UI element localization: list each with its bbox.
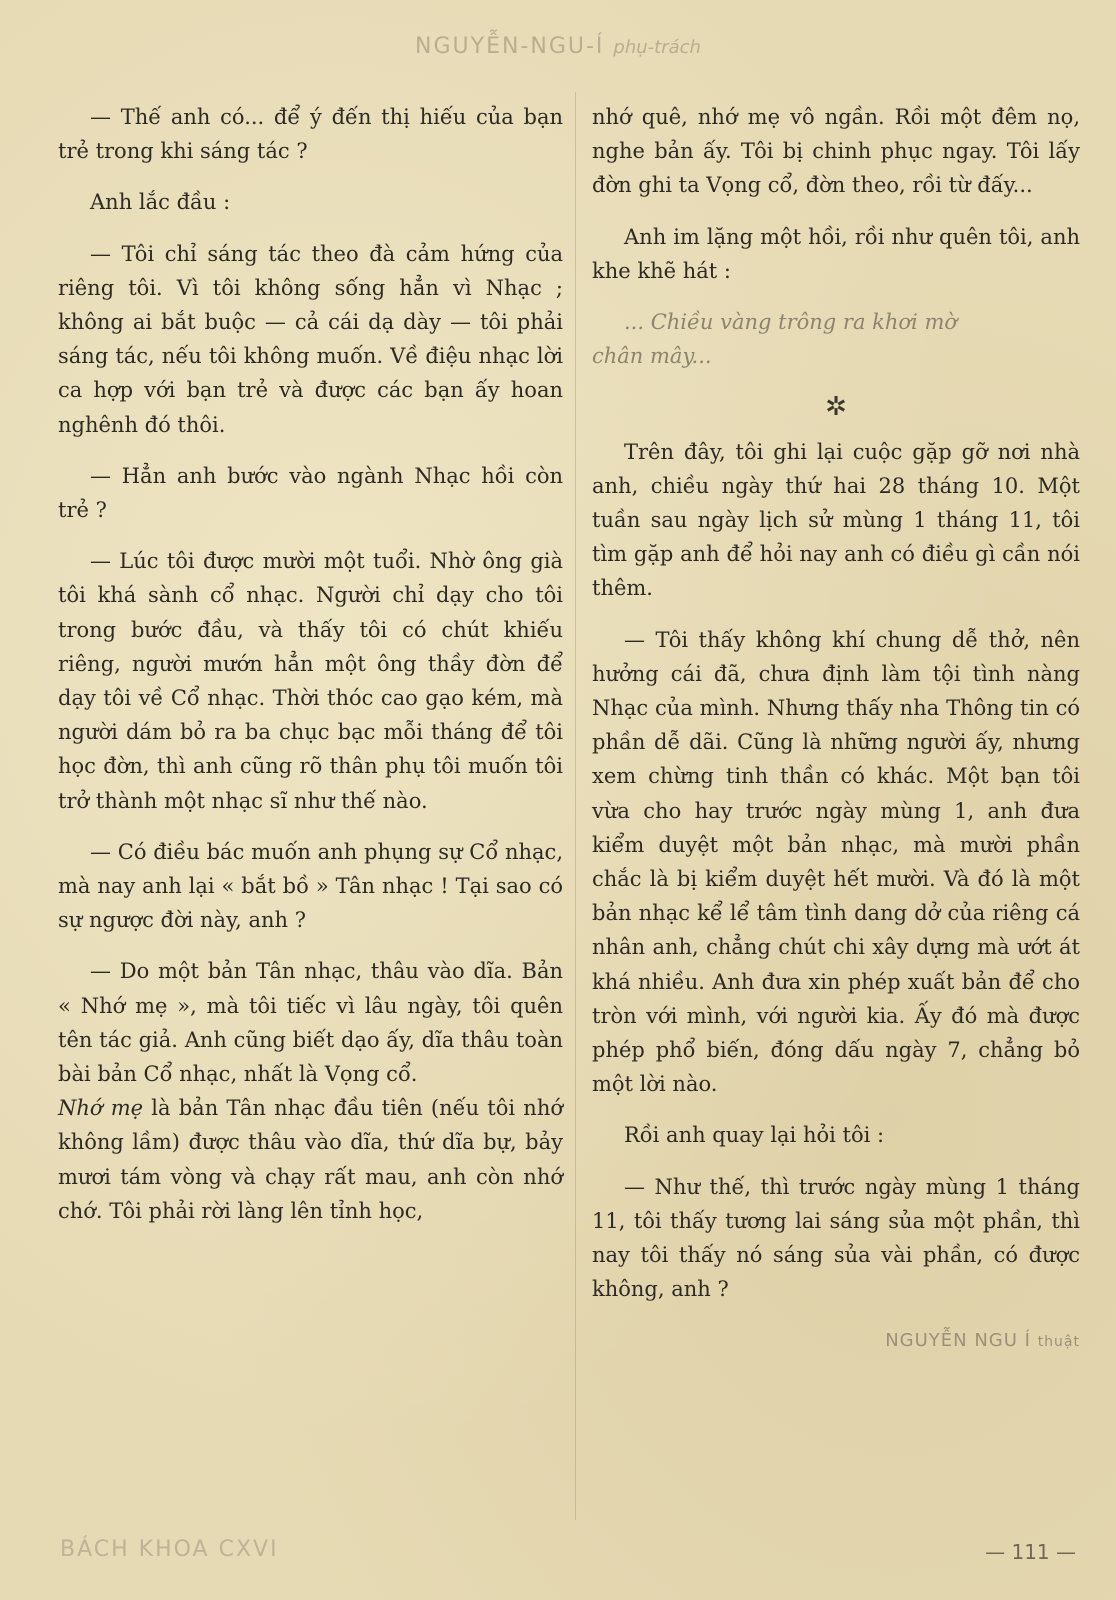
paragraph: Trên đây, tôi ghi lại cuộc gặp gỡ nơi nhà anh, chiều ngày thứ hai 28 tháng 10. Một tuần sau ngày lịch sử mùng 1 tháng 11, tôi tìm gặp anh để hỏi nay anh có điều gì cần nói thêm.	[592, 439, 1080, 601]
paragraph: — Tôi chỉ sáng tác theo đà cảm hứng của riêng tôi. Vì tôi không sống hẳn vì Nhạc ; không ai bắt buộc — cả cái dạ dày — tôi phải sáng tác, nếu tôi không muốn. Về điệu nhạc lời ca hợp với bạn trẻ và được các bạn ấy hoan nghênh đó thôi.	[58, 241, 563, 437]
magazine-footer: BÁCH KHOA CXVI	[60, 1537, 279, 1562]
paragraph: — Hẳn anh bước vào ngành Nhạc hồi còn trẻ ?	[58, 463, 563, 523]
paragraph: Anh im lặng một hồi, rồi như quên tôi, anh khe khẽ hát :	[592, 224, 1080, 283]
paragraph	[58, 1091, 563, 1228]
paragraph: — Tôi thấy không khí chung dễ thở, nên hưởng cái đã, chưa định làm tội tình nàng Nhạc của mình. Nhưng thấy nha Thông tin có phần dễ dãi. Cũng là những người ấy, nhưng xem chừng tinh thần có khác. Một bạn tôi vừa cho hay trước ngày mùng 1, anh đưa kiểm duyệt một bản nhạc, mà mười phần chắc là bị kiểm duyệt hết mười. Và đó là một bản nhạc kể lể tâm tình dang dở của riêng cá nhân anh, chẳng chút chi xây dựng mà ướt át khá nhiều. Anh đưa xin phép xuất bản để cho tròn với mình, với người kia. Ấy đó mà được phép phổ biến, đóng dấu ngày 7, chẳng bỏ một lời nào.	[592, 627, 1080, 1097]
author-signature	[592, 1324, 1080, 1359]
lyric-text: ... Chiều vàng trông ra khơi mờ	[624, 310, 957, 335]
paragraph: Anh lắc đầu :	[90, 190, 231, 215]
paragraph: nhớ quê, nhớ mẹ vô ngần. Rồi một đêm nọ, nghe bản ấy. Tôi bị chinh phục ngay. Tôi lấy đờn ghi ta Vọng cổ, đờn theo, rồi từ đấy...	[592, 105, 1080, 198]
page-number: — 111 —	[985, 1540, 1076, 1564]
paragraph: — Lúc tôi được mười một tuổi. Nhờ ông già tôi khá sành cổ nhạc. Người chỉ dạy cho tôi trong bước đầu, và thấy tôi có chút khiếu riêng, người mướn hẳn một ông thầy đờn để dạy tôi về Cổ nhạc. Thời thóc cao gạo kém, mà người dám bỏ ra ba chục bạc mỗi tháng để tôi học đờn, thì anh cũng rõ thân phụ tôi muốn tôi trở thành một nhạc sĩ như thế nào.	[58, 549, 563, 813]
left-column	[58, 100, 563, 1245]
page-header	[0, 34, 1116, 59]
paragraph-continuation: là bản Tân nhạc đầu tiên (nếu tôi nhớ không lầm) được thâu vào dĩa, thứ dĩa bự, bảy mươi tám vòng và chạy rất mau, anh còn nhớ chớ. Tôi phải rời làng lên tỉnh học,	[58, 1096, 563, 1223]
header-title: NGUYỄN-NGU-Í	[415, 34, 605, 59]
lyric-line	[592, 339, 1080, 373]
section-break-star: ✲	[825, 392, 847, 423]
paragraph: — Như thế, thì trước ngày mùng 1 tháng 11, tôi thấy tương lai sáng sủa một phần, thì nay tôi thấy nó sáng sủa vài phần, có được không, anh ?	[592, 1174, 1080, 1302]
paragraph: — Có điều bác muốn anh phụng sự Cổ nhạc, mà nay anh lại « bắt bồ » Tân nhạc ! Tại sao có sự ngược đời này, anh ?	[58, 839, 563, 933]
column-divider	[575, 92, 576, 1520]
paragraph: — Thế anh có... để ý đến thị hiếu của bạn trẻ trong khi sáng tác ?	[58, 105, 563, 164]
paragraph: — Do một bản Tân nhạc, thâu vào dĩa. Bản « Nhớ mẹ », mà tôi tiếc vì lâu ngày, tôi quên tên tác giả. Anh cũng biết dạo ấy, dĩa thâu toàn bài bản Cổ nhạc, nhất là Vọng cổ.	[58, 959, 563, 1087]
header-subtitle: phụ-trách	[613, 37, 701, 58]
author-role: thuật	[1037, 1333, 1080, 1350]
song-title: Nhớ mẹ	[58, 1096, 144, 1121]
lyric-text: chân mây...	[592, 344, 712, 369]
author-name: NGUYỄN NGU Í	[885, 1329, 1031, 1351]
right-column	[592, 100, 1080, 1359]
lyric-line	[592, 305, 1080, 339]
paragraph: Rồi anh quay lại hỏi tôi :	[624, 1123, 885, 1148]
